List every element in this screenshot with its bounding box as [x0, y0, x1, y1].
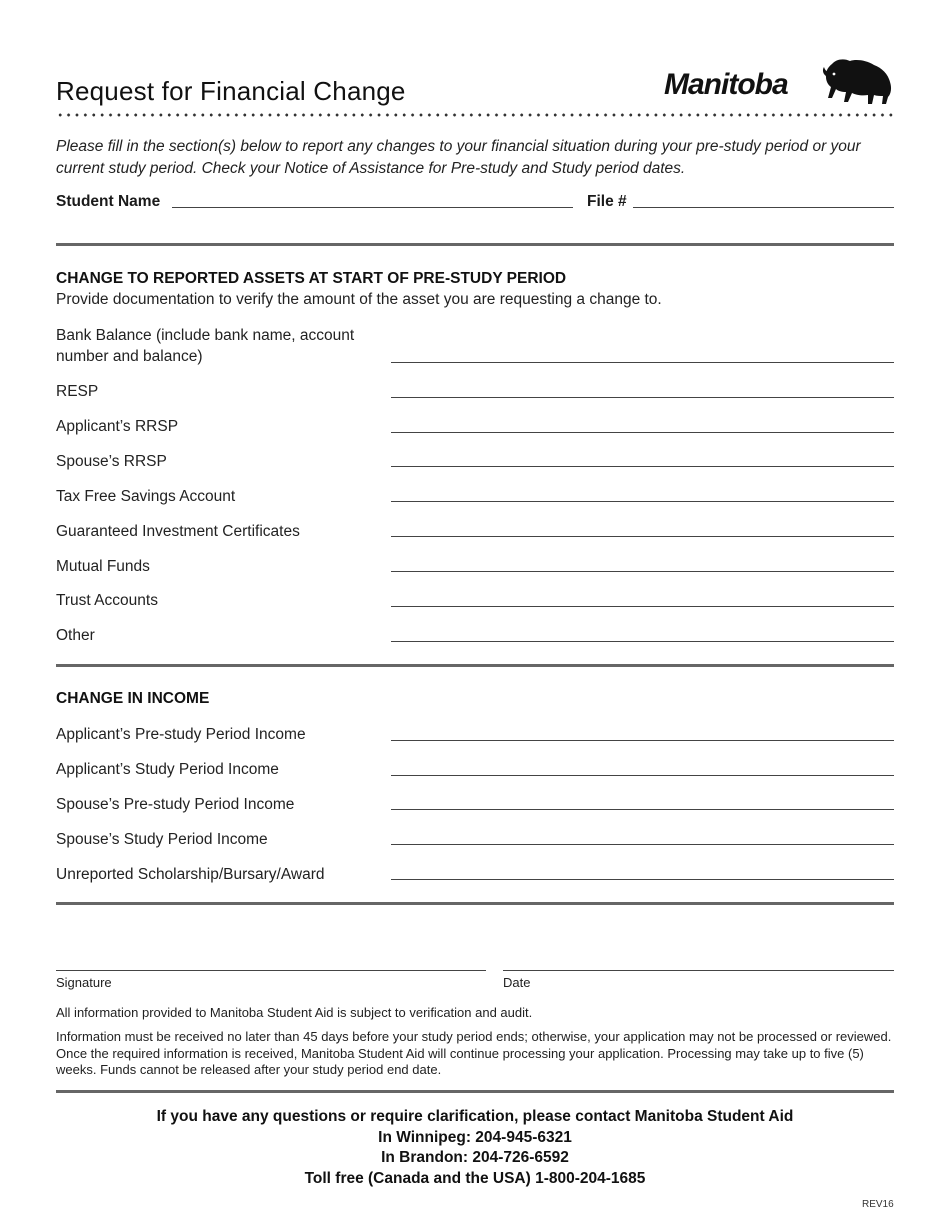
income-label-spouse-study: Spouse’s Study Period Income — [56, 831, 268, 848]
income-label-scholarship: Unreported Scholarship/Bursary/Award — [56, 866, 325, 883]
asset-input-other[interactable] — [391, 641, 894, 642]
income-label-spouse-prestudy: Spouse’s Pre-study Period Income — [56, 796, 295, 813]
student-name-field[interactable] — [172, 207, 573, 208]
income-input-spouse-study[interactable] — [391, 844, 894, 845]
deadline-note: Information must be received no later than 45 days before your study period ends; otherwise, your application may not be processed or reviewed. Once the required information is received, Manitoba Student Aid will continue processing your application. Processing may take up to five (5) weeks. Funds cannot be released after your study period end date. — [56, 1029, 892, 1077]
section-divider — [56, 664, 894, 667]
asset-label-tfsa: Tax Free Savings Account — [56, 488, 236, 505]
asset-input-gic[interactable] — [391, 536, 894, 537]
contact-line-tollfree: Toll free (Canada and the USA) 1-800-204-1685 — [304, 1170, 646, 1188]
dotted-divider — [56, 112, 896, 118]
asset-label-resp: RESP — [56, 383, 99, 400]
income-input-spouse-prestudy[interactable] — [391, 809, 894, 810]
asset-input-spouse-rrsp[interactable] — [391, 466, 894, 467]
asset-input-tfsa[interactable] — [391, 501, 894, 502]
date-field[interactable] — [503, 970, 894, 971]
section-divider — [56, 243, 894, 246]
asset-label-gic: Guaranteed Investment Certificates — [56, 523, 300, 540]
verification-note: All information provided to Manitoba Student Aid is subject to verification and audit. — [56, 1005, 533, 1020]
intro-text: Please fill in the section(s) below to report any changes to your financial situation during your pre-study period or your current study period. Check your Notice of Assistance for Pre-study and Study period dates. — [56, 138, 861, 177]
asset-label-spouse-rrsp: Spouse’s RRSP — [56, 453, 167, 470]
assets-subheading: Provide documentation to verify the amount of the asset you are requesting a change to. — [56, 291, 662, 308]
revision-code: REV16 — [862, 1199, 894, 1210]
contact-block — [56, 1107, 894, 1190]
asset-input-resp[interactable] — [391, 397, 894, 398]
asset-label-other: Other — [56, 627, 95, 644]
asset-input-trust-accounts[interactable] — [391, 606, 894, 607]
manitoba-logo — [664, 58, 896, 108]
signature-label: Signature — [56, 975, 112, 990]
asset-input-mutual-funds[interactable] — [391, 571, 894, 572]
income-input-scholarship[interactable] — [391, 879, 894, 880]
asset-label-trust-accounts: Trust Accounts — [56, 592, 158, 609]
asset-label-applicant-rrsp: Applicant’s RRSP — [56, 418, 179, 435]
date-label: Date — [503, 975, 531, 990]
asset-input-applicant-rrsp[interactable] — [391, 432, 894, 433]
contact-line-winnipeg: In Winnipeg: 204-945-6321 — [378, 1128, 572, 1146]
contact-line-intro: If you have any questions or require clarification, please contact Manitoba Student Aid — [156, 1108, 794, 1125]
income-input-applicant-study[interactable] — [391, 775, 894, 776]
income-input-applicant-prestudy[interactable] — [391, 740, 894, 741]
income-label-applicant-prestudy: Applicant’s Pre-study Period Income — [56, 726, 306, 743]
signature-field[interactable] — [56, 970, 486, 971]
income-heading: CHANGE IN INCOME — [56, 690, 210, 707]
logo-wordmark: Manitoba — [664, 68, 788, 101]
assets-heading: CHANGE TO REPORTED ASSETS AT START OF PRE-STUDY PERIOD — [56, 270, 567, 287]
asset-input-bank-balance[interactable] — [391, 362, 894, 363]
file-number-field[interactable] — [633, 207, 894, 208]
asset-label-mutual-funds: Mutual Funds — [56, 558, 150, 575]
page-title: Request for Financial Change — [56, 76, 406, 106]
income-label-applicant-study: Applicant’s Study Period Income — [56, 761, 279, 778]
bison-icon — [822, 58, 894, 106]
asset-label-bank-balance: Bank Balance (include bank name, account number and balance) — [56, 327, 355, 365]
footer-divider — [56, 1090, 894, 1093]
section-divider — [56, 902, 894, 905]
contact-line-brandon: In Brandon: 204-726-6592 — [381, 1149, 569, 1167]
file-number-label: File # — [587, 193, 627, 210]
student-name-label: Student Name — [56, 193, 161, 210]
